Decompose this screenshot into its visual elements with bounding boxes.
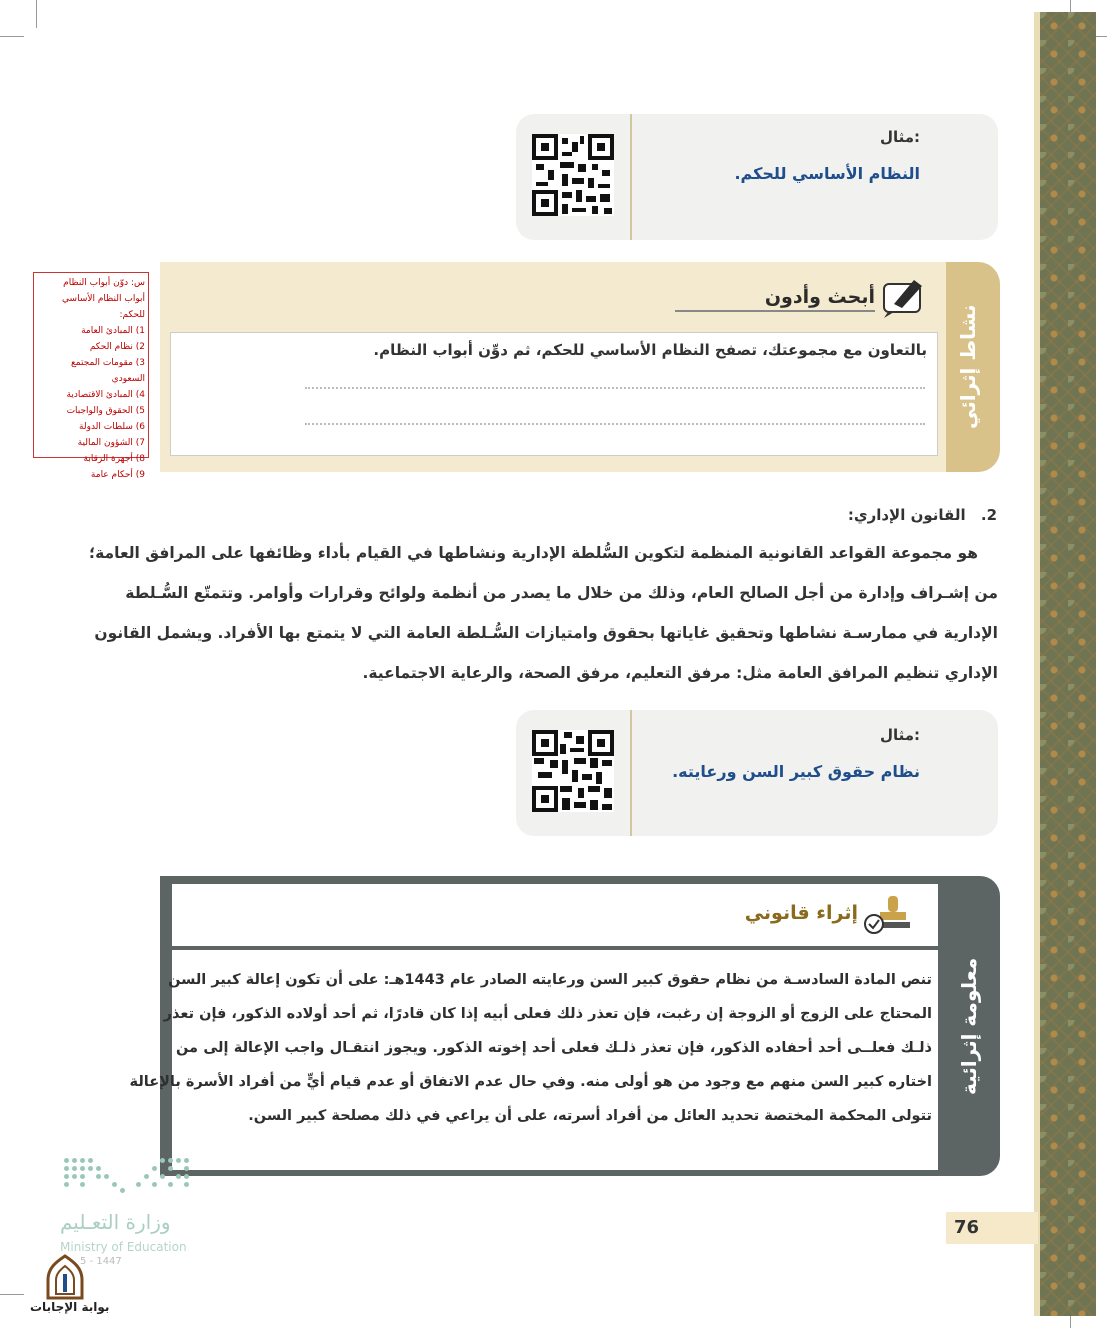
- margin-note-line: 3) مقومات المجتمع السعودي: [71, 358, 145, 384]
- answer-line[interactable]: [305, 423, 925, 425]
- margin-note: [33, 272, 149, 480]
- section-heading: [848, 506, 997, 524]
- stamp-icon: [862, 892, 912, 938]
- example-box-1: [516, 114, 998, 240]
- pen-icon: [880, 274, 926, 320]
- legal-enrichment-tab: [946, 876, 1000, 1176]
- activity-tab: [946, 262, 1000, 472]
- legal-title: إثراء قانوني: [744, 902, 858, 924]
- margin-note-line: س: دوّن أبواب النظام: [63, 278, 145, 288]
- body-text-line: هو مجموعة القواعد القانونية المنظمة لتكوين السُّلطة الإدارية ونشاطها في القيام بأداء وظائفها على المرافق العامة؛: [88, 544, 978, 562]
- example-label: مثال:: [879, 128, 920, 146]
- margin-note-line: أبواب النظام الأساسي للحكم:: [62, 294, 145, 320]
- qr-code-icon[interactable]: [532, 730, 614, 812]
- activity-instruction: بالتعاون مع مجموعتك، تصفح النظام الأساسي للحكم، ثم دوِّن أبواب النظام.: [373, 341, 927, 359]
- margin-note-line: 5) الحقوق والواجبات: [66, 406, 145, 416]
- answer-line[interactable]: [305, 387, 925, 389]
- activity-title: أبحث وأدون: [675, 286, 875, 312]
- margin-note-line: 6) سلطات الدولة: [79, 422, 145, 432]
- watermark-icon: [44, 1254, 86, 1300]
- legal-body: [129, 950, 938, 1170]
- body-text-line: من إشـراف وإدارة من أجل الصالح العام، وذلك من خلال ما يصدر من أنظمة ولوائح وقرارات وأوامر. وتتمتّع السُّـلطة: [125, 584, 998, 602]
- margin-note-line: 4) المبادئ الاقتصادية: [66, 390, 145, 400]
- ministry-year: 5 - 1447: [80, 1256, 122, 1267]
- margin-note-line: 7) الشؤون المالية: [77, 438, 145, 448]
- section-title: القانون الإداري:: [847, 506, 966, 524]
- qr-code-icon[interactable]: [532, 134, 614, 216]
- activity-answer-area[interactable]: [170, 332, 938, 456]
- margin-note-line: 8) أجهزة الرقابة: [83, 454, 145, 464]
- legal-header: [172, 884, 938, 946]
- margin-note-line: 2) نظام الحكم: [89, 342, 145, 352]
- legal-text-line: ذلـك فعلــى أحد أحفاده الذكور، فإن تعذر ذلـك فعلى أحد إخوته الذكور. ويجوز انتقـال واجب الإعالة إلى من: [176, 1040, 932, 1056]
- legal-tab-label: معلومة إثرائية: [957, 957, 981, 1095]
- ornamental-border: [1040, 12, 1096, 1316]
- crop-mark: [0, 36, 24, 37]
- ministry-name-arabic: وزارة التعـليم: [60, 1210, 171, 1234]
- margin-note-line: 1) المبادئ العامة: [81, 326, 145, 336]
- legal-text-line: تتولى المحكمة المختصة تحديد العائل من أفراد أسرته، على أن يراعي في ذلك مصلحة كبير السن.: [248, 1108, 932, 1124]
- body-text-line: الإداري تنظيم المرافق العامة مثل: مرفق التعليم، مرفق الصحة، والرعاية الاجتماعية.: [362, 664, 998, 682]
- example-text: نظام حقوق كبير السن ورعايته.: [672, 762, 920, 781]
- legal-text-line: تنص المادة السادسـة من نظام حقوق كبير السن ورعايته الصادر عام 1443هـ: على أن تكون إعالة كبير السن: [168, 972, 932, 988]
- page-number: 76: [954, 1217, 980, 1238]
- body-text-line: الإدارية في ممارسـة نشاطها وتحقيق غاياتها بحقوق وامتيازات السُّـلطة العامة التي لا يتمتع بها الأفراد. ويشمل القانون: [94, 624, 998, 642]
- watermark-text: بوابة الإجابات: [30, 1300, 110, 1314]
- page-number-box: [946, 1212, 1038, 1244]
- crop-mark: [36, 0, 37, 28]
- crop-mark: [0, 1294, 24, 1295]
- ministry-logo: [60, 1154, 200, 1200]
- legal-text-line: اختاره كبير السن منهم مع وجود من هو أولى منه. وفي حال عدم الاتفاق أو عدم قيام أيٍّ من أفراد الأسرة بالإعالة: [129, 1074, 932, 1090]
- ministry-name-english: Ministry of Education: [60, 1240, 187, 1254]
- example-box-2: [516, 710, 998, 836]
- section-number: 2.: [980, 506, 997, 524]
- example-text: النظام الأساسي للحكم.: [734, 164, 920, 183]
- activity-tab-label: نشاط إثرائي: [956, 304, 980, 430]
- example-label: مثال:: [879, 726, 920, 744]
- legal-text-line: المحتاج على الزوج أو الزوجة إن رغبت، فإن تعذر ذلك فعلى أبيه إذا كان قادرًا، ثم أحد أولاده الذكور، فإن تعذر: [163, 1006, 932, 1022]
- margin-note-line: 9) أحكام عامة: [90, 470, 145, 480]
